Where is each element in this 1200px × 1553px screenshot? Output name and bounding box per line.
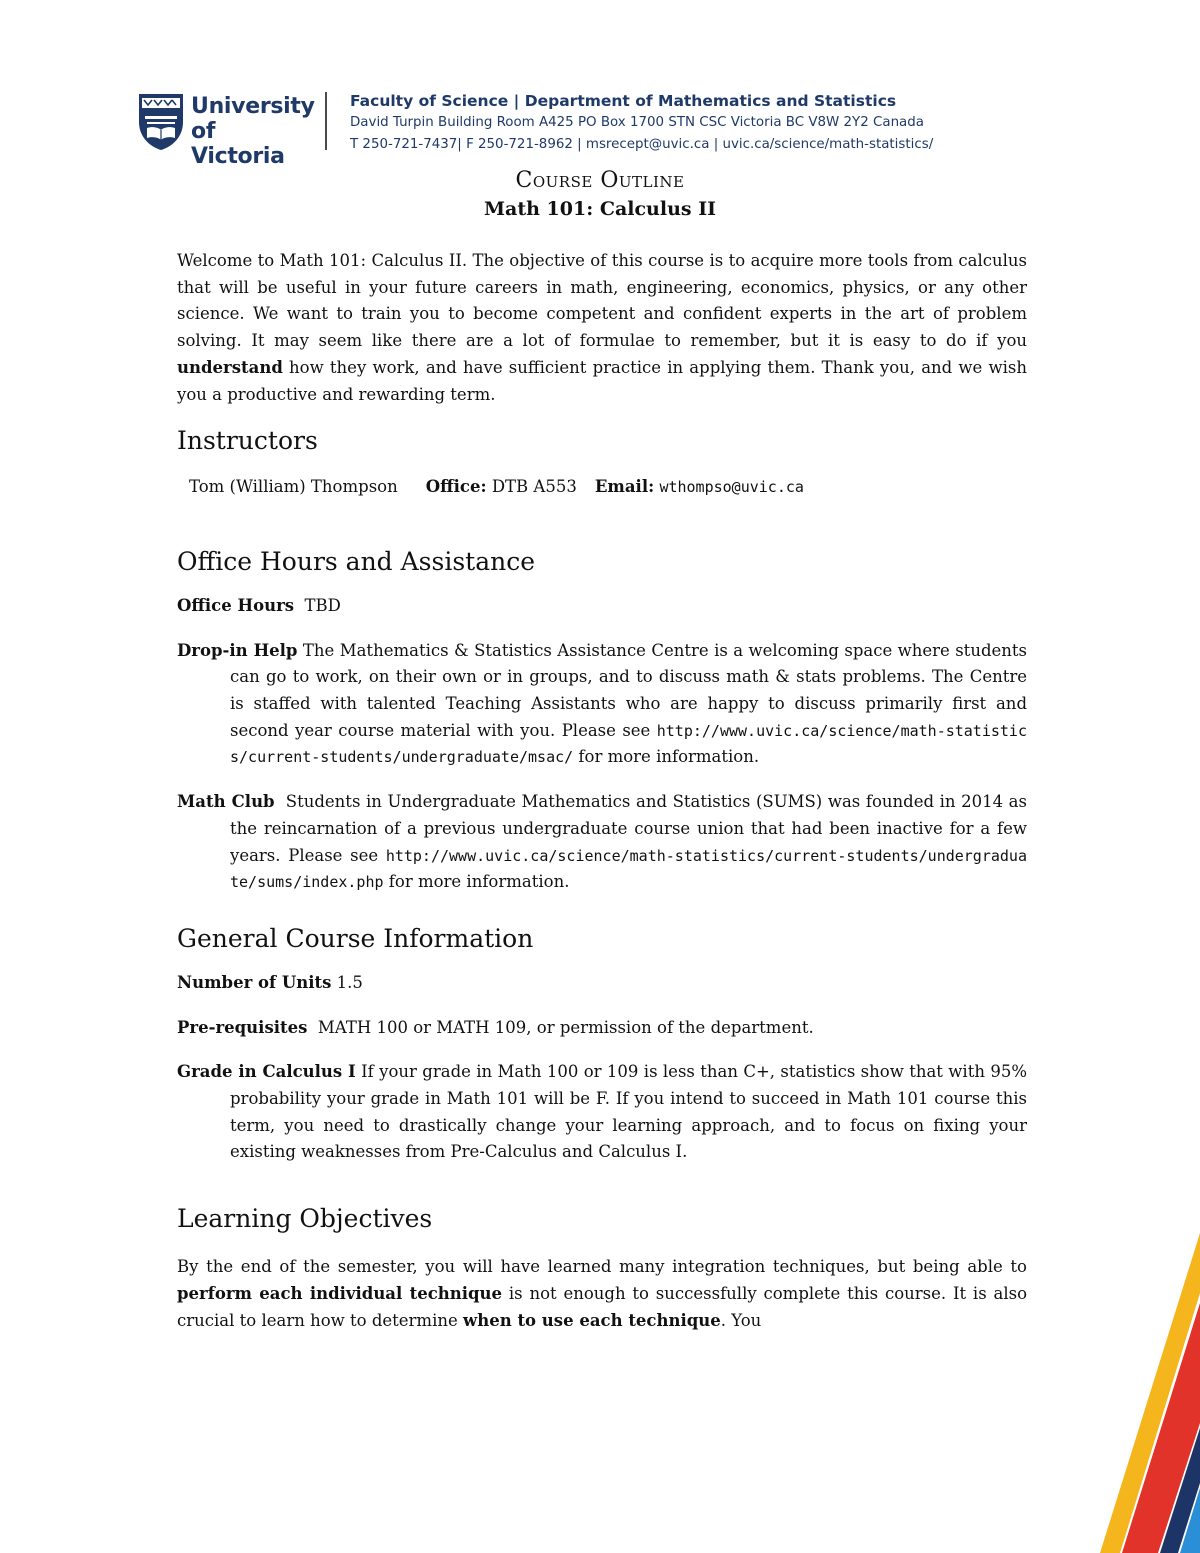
intro-text-2: how they work, and have sufficient practice in applying them. Thank you, and we wish you a productive and rewarding term.: [177, 357, 1027, 404]
learning-bold-2: when to use each technique: [463, 1310, 721, 1330]
units-item: [177, 970, 1027, 997]
intro-bold: understand: [177, 357, 283, 377]
prereq-item: [177, 1015, 1027, 1042]
learning-paragraph: [177, 1254, 1027, 1334]
instructor-row: [177, 474, 1027, 501]
math-club-label: Math Club: [177, 792, 275, 812]
intro-text-1: Welcome to Math 101: Calculus II. The objective of this course is to acquire more tools from calculus that will be useful in your future careers in math, engineering, economics, physics, or any other science. We want to train you to become competent and confident experts in the art of problem solving. It may seem like there are a lot of formulae to remember, but it is easy to do if you: [177, 251, 1027, 351]
university-name-line2: of Victoria: [191, 119, 285, 169]
math-club-text: Students in Undergraduate Mathematics and Statistics (SUMS) was founded in 2014 as the reincarnation of a previous undergraduate course union that had been inactive for a few years. Please see: [230, 792, 1027, 865]
grade-text: If your grade in Math 100 or 109 is less than C+, statistics show that with 95% probability your grade in Math 101 will be F. If you intend to succeed in Math 101 course this term, you need to drastically change your learning approach, and to focus on fixing your existing weaknesses from Pre-Calculus and Calculus I.: [230, 1062, 1027, 1162]
learning-text-3: . You: [720, 1310, 762, 1330]
crest-icon: [137, 92, 185, 152]
grade-label: Grade in Calculus I: [177, 1062, 356, 1082]
university-name: [191, 94, 315, 169]
section-heading-general: General Course Information: [177, 923, 534, 953]
prereq-label: Pre-requisites: [177, 1017, 308, 1037]
dropin-help-suffix: for more information.: [573, 747, 760, 767]
grade-item: [177, 1059, 1027, 1166]
dropin-help-item: [177, 638, 1027, 772]
main-content: [177, 248, 1027, 1334]
address-line: David Turpin Building Room A425 PO Box 1700 STN CSC Victoria BC V8W 2Y2 Canada: [350, 115, 924, 130]
sums-link[interactable]: http://www.uvic.ca/science/math-statistics/current-students/undergraduate/sums/index.php: [230, 846, 1027, 892]
learning-text-1: By the end of the semester, you will have learned many integration techniques, but being able to: [177, 1257, 1027, 1277]
learning-text-2: is not enough to successfully complete this course. It is also crucial to learn how to determine: [177, 1283, 1028, 1330]
section-heading-office-hours: Office Hours and Assistance: [177, 546, 536, 576]
faculty-line: Faculty of Science | Department of Mathematics and Statistics: [350, 92, 897, 110]
office-value: DTB A553: [491, 477, 577, 497]
instructor-email-link[interactable]: wthompso@uvic.ca: [659, 478, 804, 497]
units-value: 1.5: [336, 972, 363, 992]
learning-bold-1: perform each individual technique: [177, 1283, 503, 1303]
math-club-suffix: for more information.: [383, 872, 570, 892]
dropin-help-text: The Mathematics & Statistics Assistance Centre is a welcoming space where students can go to work, on their own or in groups, and to discuss math & stats problems. The Centre is staffed with talented Teaching Assistants who are happy to discuss primarily first and second year course material with you. Please see: [230, 640, 1027, 740]
university-name-line1: University: [191, 94, 315, 119]
dropin-help-label: Drop-in Help: [177, 640, 298, 660]
math-club-item: [177, 789, 1027, 896]
section-heading-instructors: Instructors: [177, 426, 318, 456]
prereq-value: MATH 100 or MATH 109, or permission of the department.: [317, 1017, 814, 1037]
header-divider: [325, 92, 327, 150]
section-heading-learning: Learning Objectives: [177, 1204, 433, 1234]
decorative-stripes: [1040, 1223, 1200, 1553]
office-hours-label: Office Hours: [177, 595, 295, 615]
email-label: Email:: [594, 477, 655, 497]
document-title: Course Outline: [515, 168, 685, 193]
msac-link[interactable]: http://www.uvic.ca/science/math-statistics/current-students/undergraduate/msac/: [230, 721, 1027, 767]
intro-paragraph: [177, 248, 1027, 408]
office-label: Office:: [425, 477, 487, 497]
department-contact: [350, 90, 933, 156]
office-hours-value: TBD: [304, 595, 341, 615]
university-logo: [137, 92, 315, 169]
office-hours-item: [177, 593, 1027, 620]
instructor-name: Tom (William) Thompson: [189, 477, 398, 497]
contact-line[interactable]: T 250-721-7437| F 250-721-8962 | msrecept@uvic.ca | uvic.ca/science/math-statistics/: [350, 137, 934, 152]
units-label: Number of Units: [177, 972, 332, 992]
document-subtitle: Math 101: Calculus II: [484, 198, 716, 220]
